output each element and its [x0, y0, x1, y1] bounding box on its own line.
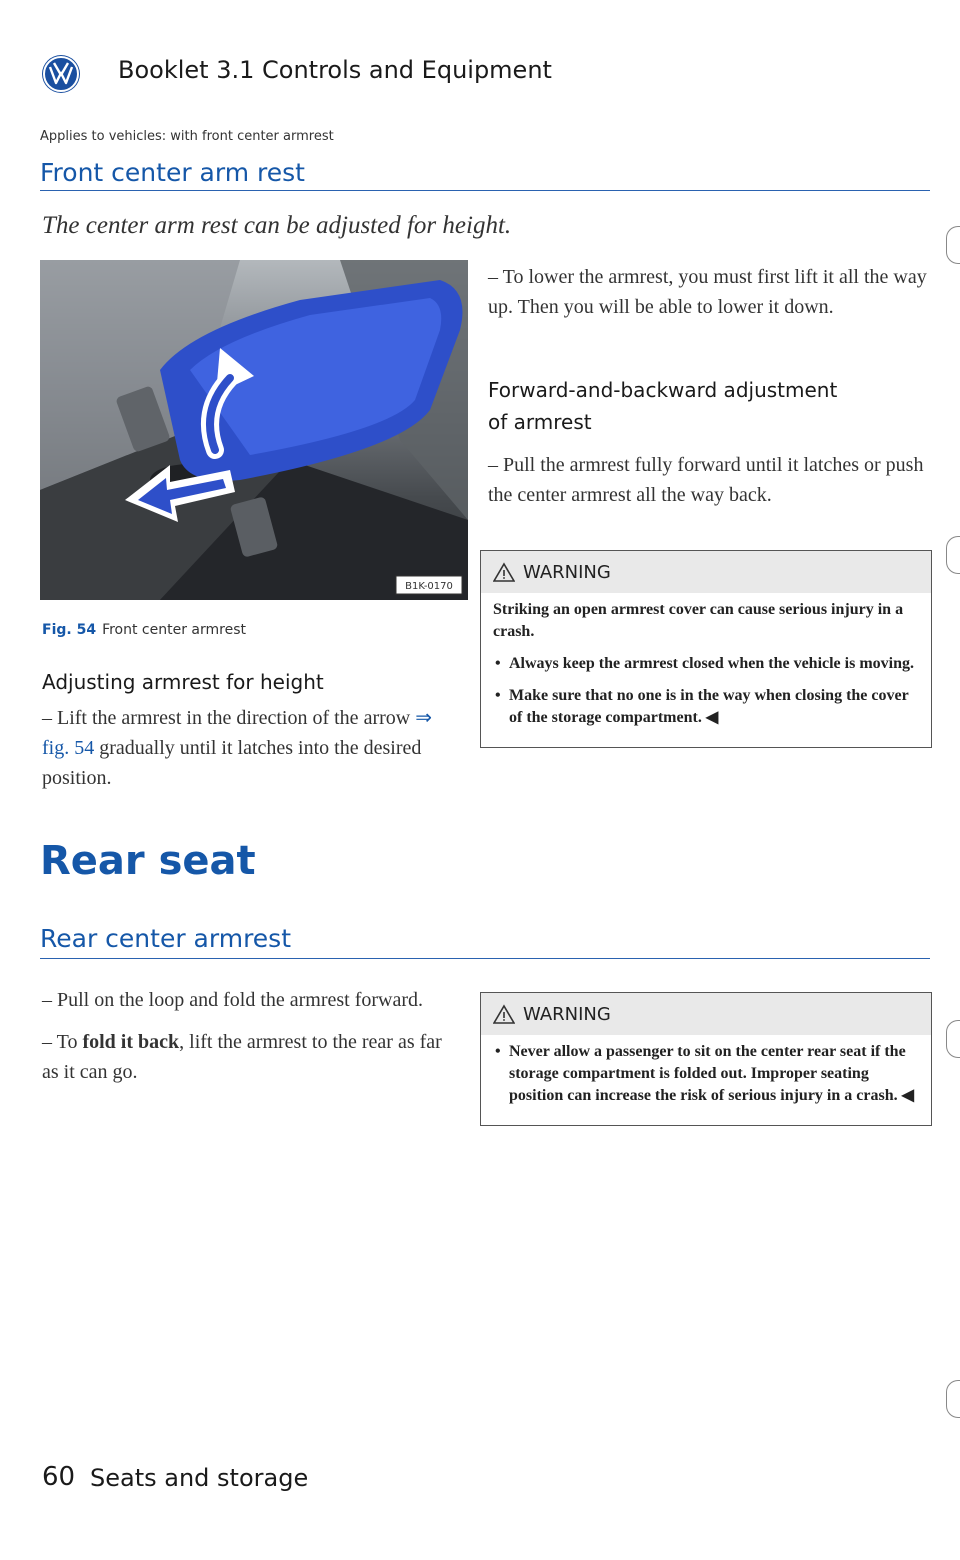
footer-section: Seats and storage: [90, 1464, 309, 1492]
figure-code: B1K-0170: [405, 581, 453, 592]
figure-reference-link[interactable]: ⇒ fig. 54: [42, 707, 432, 759]
section-title-rear-armrest: Rear center armrest: [40, 924, 292, 953]
warning-bullet: • Never allow a passenger to sit on the center rear seat if the storage compartment is folded out. Improper seating position can increase the risk of serious injury in a crash. ◀: [493, 1041, 919, 1107]
vw-logo: [42, 55, 80, 93]
warning-box-rear: [480, 992, 932, 1126]
heading-rear-seat: Rear seat: [40, 838, 256, 884]
rear-step-1: – Pull on the loop and fold the armrest forward.: [42, 989, 424, 1011]
warning-header: [481, 551, 931, 593]
page-edge-tab: [946, 536, 960, 574]
figure-caption-text: Front center armrest: [102, 622, 246, 638]
page-edge-tab: [946, 1380, 960, 1418]
warning-triangle-icon: [493, 1004, 515, 1024]
lower-armrest-text: – To lower the armrest, you must first lift it all the way up. Then you will be able to lower it down.: [488, 266, 927, 318]
rear-step-2: – To fold it back, lift the armrest to the rear as far as it can go.: [42, 1031, 442, 1083]
figure-caption: [42, 622, 246, 638]
applies-to: Applies to vehicles: with front center armrest: [40, 129, 334, 144]
rear-steps: [42, 985, 462, 1087]
warning-label: WARNING: [523, 1003, 611, 1025]
section-rule: [40, 958, 930, 959]
booklet-title: Booklet 3.1 Controls and Equipment: [118, 56, 552, 84]
subheading-fwd-back: Forward-and-backward adjustment of armrest: [488, 378, 838, 434]
page-number: 60: [42, 1462, 76, 1492]
armrest-illustration: [40, 260, 468, 600]
page-edge-tab: [946, 226, 960, 264]
warning-bullet: • Always keep the armrest closed when the vehicle is moving.: [493, 653, 919, 675]
warning-intro: Striking an open armrest cover can cause serious injury in a crash.: [493, 601, 904, 640]
section-title-front-armrest: Front center arm rest: [40, 158, 305, 187]
warning-header: [481, 993, 931, 1035]
section-intro: The center arm rest can be adjusted for height.: [42, 212, 512, 239]
warning-label: WARNING: [523, 561, 611, 583]
figure-number: Fig. 54: [42, 622, 97, 638]
section-rule: [40, 190, 930, 191]
warning-box-front: [480, 550, 932, 748]
warning-triangle-icon: [493, 562, 515, 582]
armrest-photo: [40, 260, 468, 600]
fwd-back-text: – Pull the armrest fully forward until it latches or push the center armrest all the way back.: [488, 454, 924, 506]
subheading-adjust-height: Adjusting armrest for height: [42, 670, 324, 694]
warning-bullet: • Make sure that no one is in the way when closing the cover of the storage compartment. ◀: [493, 685, 919, 729]
page-edge-tab: [946, 1020, 960, 1058]
adjust-height-text: – Lift the armrest in the direction of the arrow ⇒ fig. 54 gradually until it latches into the desired position.: [42, 707, 432, 789]
